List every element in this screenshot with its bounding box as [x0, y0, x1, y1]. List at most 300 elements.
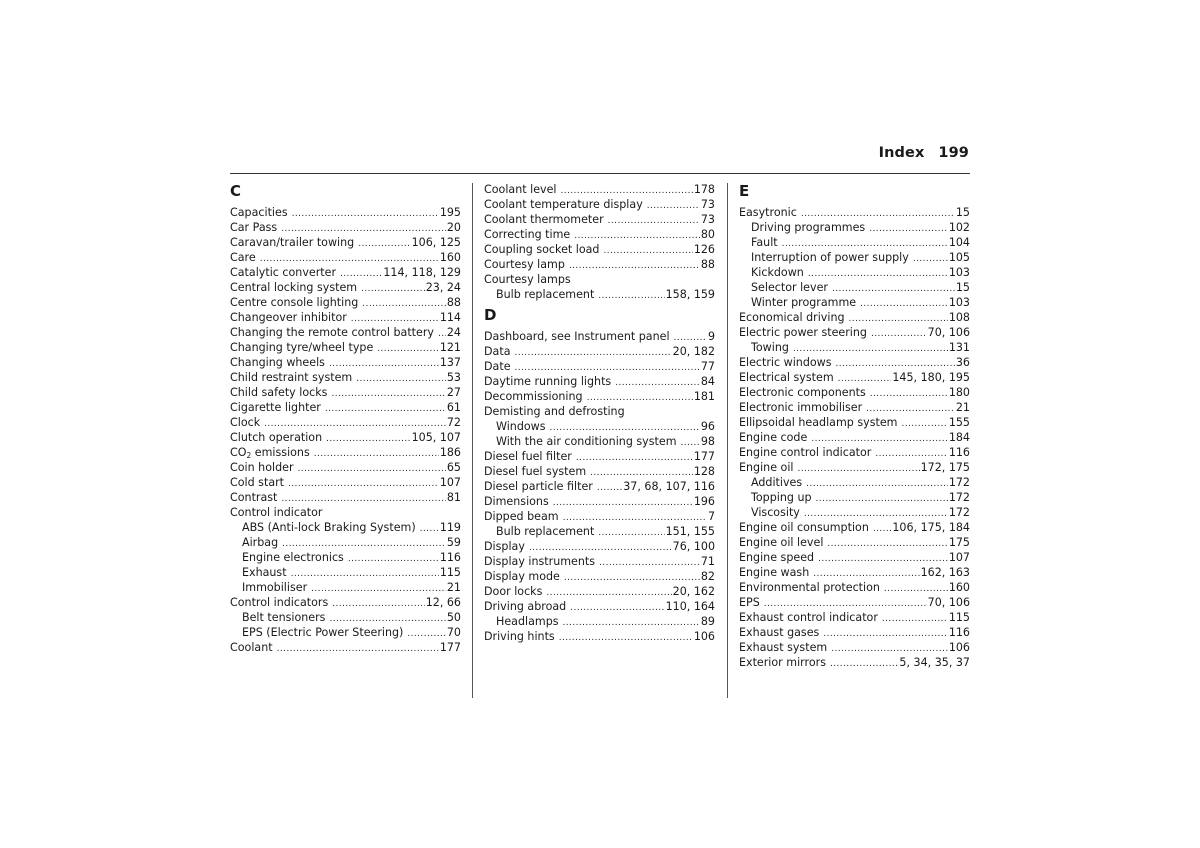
entry-label: Display	[484, 540, 525, 553]
entry-page-numbers: 76, 100	[672, 540, 715, 553]
entry-label: Diesel particle filter	[484, 480, 593, 493]
entry-page-numbers: 12, 66	[425, 596, 461, 609]
index-entry	[739, 535, 970, 550]
entry-label: Date	[484, 360, 511, 373]
entry-page-numbers: 181	[693, 390, 715, 403]
index-entry	[230, 265, 461, 280]
index-entry	[484, 197, 715, 212]
index-entry	[739, 565, 970, 580]
entry-label-subscript: 2	[246, 451, 252, 460]
dot-leader	[326, 432, 410, 447]
entry-page-numbers: 15	[955, 281, 970, 294]
entry-label: Changing tyre/wheel type	[230, 341, 374, 354]
entry-label: With the air conditioning system	[496, 435, 677, 448]
entry-label: Topping up	[751, 491, 812, 504]
entry-page-numbers: 37, 68, 107, 116	[623, 480, 715, 493]
index-entry	[484, 257, 715, 272]
entry-page-numbers: 9	[707, 330, 715, 343]
entry-page-numbers: 177	[439, 641, 461, 654]
dot-leader	[882, 612, 948, 627]
index-entry	[739, 580, 970, 595]
index-entry	[230, 475, 461, 490]
entry-page-numbers: 24	[446, 326, 461, 339]
dot-leader	[288, 477, 439, 492]
entry-label: Airbag	[242, 536, 279, 549]
index-entry	[739, 460, 970, 475]
page-number: 199	[938, 145, 969, 161]
index-entry	[484, 374, 715, 389]
entry-page-numbers: 115	[948, 611, 970, 624]
index-entry	[484, 494, 715, 509]
index-entry	[484, 329, 715, 344]
dot-leader	[559, 631, 693, 646]
entry-page-numbers: 88	[446, 296, 461, 309]
entry-page-numbers: 103	[948, 266, 970, 279]
index-subentry	[484, 419, 715, 434]
entry-page-numbers: 70, 106	[927, 596, 970, 609]
entry-label: Daytime running lights	[484, 375, 612, 388]
dot-leader	[314, 447, 439, 462]
page-header	[879, 145, 969, 161]
index-entry	[230, 385, 461, 400]
index-entry	[230, 325, 461, 340]
entry-label: Windows	[496, 420, 546, 433]
index-entry	[739, 400, 970, 415]
entry-label: Diesel fuel system	[484, 465, 587, 478]
dot-leader	[806, 477, 948, 492]
entry-page-numbers: 36	[955, 356, 970, 369]
entry-label: Kickdown	[751, 266, 804, 279]
index-subentry	[739, 295, 970, 310]
entry-label: Interruption of power supply	[751, 251, 909, 264]
entry-page-numbers: 196	[693, 495, 715, 508]
entry-label: Display mode	[484, 570, 560, 583]
dot-leader	[870, 387, 948, 402]
index-entry	[230, 205, 461, 220]
dot-leader	[860, 297, 948, 312]
index-entry	[739, 370, 970, 385]
entry-label: Clock	[230, 416, 261, 429]
entry-label: Child safety locks	[230, 386, 328, 399]
index-subentry	[230, 625, 461, 640]
entry-label: Caravan/trailer towing	[230, 236, 355, 249]
entry-page-numbers: 50	[446, 611, 461, 624]
entry-label: Coupling socket load	[484, 243, 600, 256]
entry-label: Child restraint system	[230, 371, 353, 384]
index-entry	[230, 445, 461, 460]
index-entry	[230, 490, 461, 505]
entry-page-numbers: 172, 175	[920, 461, 970, 474]
entry-label: Electric windows	[739, 356, 832, 369]
entry-label: Electronic immobiliser	[739, 401, 863, 414]
dot-leader	[873, 522, 892, 537]
index-entry	[484, 242, 715, 257]
entry-page-numbers: 158, 159	[665, 288, 715, 301]
dot-leader	[332, 597, 424, 612]
entry-page-numbers: 160	[439, 251, 461, 264]
entry-page-numbers: 5, 34, 35, 37	[899, 656, 970, 669]
dot-leader	[358, 237, 410, 252]
dot-leader	[420, 522, 439, 537]
entry-page-numbers: 116	[948, 446, 970, 459]
section-title: Index	[878, 145, 925, 161]
index-entry	[484, 554, 715, 569]
index-entry	[230, 250, 461, 265]
entry-label: Car Pass	[230, 221, 278, 234]
index-entry	[230, 415, 461, 430]
entry-page-numbers: 162, 163	[920, 566, 970, 579]
index-entry	[739, 625, 970, 640]
entry-label: Dashboard, see Instrument panel	[484, 330, 670, 343]
entry-page-numbers: 107	[439, 476, 461, 489]
entry-label: Coolant thermometer	[484, 213, 604, 226]
entry-page-numbers: 21	[955, 401, 970, 414]
entry-label: Centre console lighting	[230, 296, 359, 309]
entry-page-numbers: 98	[700, 435, 715, 448]
entry-label: Viscosity	[751, 506, 800, 519]
entry-page-numbers: 177	[693, 450, 715, 463]
index-entry	[484, 182, 715, 197]
entry-label: Exhaust control indicator	[739, 611, 878, 624]
index-entry	[230, 310, 461, 325]
index-entry	[484, 449, 715, 464]
entry-label: Data	[484, 345, 511, 358]
entry-page-numbers: 105	[948, 251, 970, 264]
index-entry	[739, 385, 970, 400]
entry-label: Changing wheels	[230, 356, 325, 369]
dot-leader	[569, 259, 700, 274]
entry-label: Coolant level	[484, 183, 557, 196]
entry-page-numbers: 121	[439, 341, 461, 354]
index-entry	[739, 355, 970, 370]
entry-label: Cold start	[230, 476, 285, 489]
index-subentry	[230, 565, 461, 580]
entry-label: Control indicator	[230, 506, 323, 519]
entry-label: Display instruments	[484, 555, 596, 568]
index-subentry	[230, 520, 461, 535]
index-entry	[739, 205, 970, 220]
entry-page-numbers: 172	[948, 491, 970, 504]
dot-leader	[291, 567, 439, 582]
entry-page-numbers: 70	[446, 626, 461, 639]
index-entry	[230, 340, 461, 355]
dot-leader	[362, 297, 446, 312]
dot-leader	[798, 462, 920, 477]
entry-page-numbers: 59	[446, 536, 461, 549]
index-entry	[230, 595, 461, 610]
entry-label: Catalytic converter	[230, 266, 337, 279]
index-entry	[484, 212, 715, 227]
index-entry	[230, 295, 461, 310]
entry-label: Coolant temperature display	[484, 198, 643, 211]
index-entry	[484, 389, 715, 404]
entry-page-numbers: 151, 155	[665, 525, 715, 538]
entry-page-numbers: 155	[948, 416, 970, 429]
dot-leader	[830, 657, 898, 672]
entry-label: Driving abroad	[484, 600, 567, 613]
dot-leader	[576, 451, 693, 466]
entry-page-numbers: 180	[948, 386, 970, 399]
entry-page-numbers: 102	[948, 221, 970, 234]
index-entry	[484, 629, 715, 644]
entry-label: Easytronic	[739, 206, 797, 219]
index-entry	[484, 599, 715, 614]
index-subentry	[739, 340, 970, 355]
entry-label: Courtesy lamps	[484, 273, 571, 286]
index-entry	[739, 445, 970, 460]
entry-label: Headlamps	[496, 615, 559, 628]
index-subentry	[739, 265, 970, 280]
index-entry	[484, 584, 715, 599]
entry-label: Central locking system	[230, 281, 358, 294]
index-entry	[739, 520, 970, 535]
entry-page-numbers: 70, 106	[927, 326, 970, 339]
entry-label: Immobiliser	[242, 581, 308, 594]
entry-label: Demisting and defrosting	[484, 405, 625, 418]
entry-label-main: CO	[230, 446, 247, 459]
dot-leader	[603, 244, 692, 259]
entry-page-numbers: 73	[700, 198, 715, 211]
entry-page-numbers: 172	[948, 506, 970, 519]
index-subentry	[230, 610, 461, 625]
index-subentry	[230, 535, 461, 550]
index-entry	[230, 355, 461, 370]
index-column-1	[230, 182, 461, 655]
entry-label: Electrical system	[739, 371, 834, 384]
entry-label: Dimensions	[484, 495, 549, 508]
index-entry	[230, 430, 461, 445]
entry-page-numbers: 20	[446, 221, 461, 234]
index-entry	[739, 310, 970, 325]
entry-label: Changeover inhibitor	[230, 311, 347, 324]
index-subentry	[739, 280, 970, 295]
index-entry	[230, 505, 461, 520]
entry-label: Winter programme	[751, 296, 857, 309]
entry-label: Care	[230, 251, 256, 264]
entry-label: Decommissioning	[484, 390, 583, 403]
entry-page-numbers: 107	[948, 551, 970, 564]
entry-page-numbers: 160	[948, 581, 970, 594]
entry-page-numbers: 106	[693, 630, 715, 643]
index-subentry	[484, 614, 715, 629]
index-entry	[230, 370, 461, 385]
entry-label: Exhaust	[242, 566, 287, 579]
entry-page-numbers: 71	[700, 555, 715, 568]
entry-page-numbers: 128	[693, 465, 715, 478]
index-entry	[739, 640, 970, 655]
index-subentry	[739, 490, 970, 505]
dot-leader	[808, 267, 948, 282]
header-rule	[230, 173, 970, 174]
dot-leader	[598, 526, 664, 541]
entry-page-numbers: 137	[439, 356, 461, 369]
dot-leader	[901, 417, 947, 432]
entry-page-numbers: 21	[446, 581, 461, 594]
dot-leader	[331, 387, 445, 402]
index-entry	[739, 550, 970, 565]
entry-label-rest: emissions	[251, 446, 310, 459]
dot-leader	[361, 282, 425, 297]
entry-label: Engine oil	[739, 461, 794, 474]
entry-page-numbers: 186	[439, 446, 461, 459]
dot-leader	[913, 252, 948, 267]
entry-label: Coin holder	[230, 461, 294, 474]
dot-leader	[816, 492, 948, 507]
entry-label: Economical driving	[739, 311, 845, 324]
index-entry	[739, 415, 970, 430]
dot-leader	[377, 342, 439, 357]
index-entry	[484, 509, 715, 524]
entry-page-numbers: 20, 182	[672, 345, 715, 358]
entry-page-numbers: 195	[439, 206, 461, 219]
dot-leader	[615, 376, 700, 391]
entry-label: Driving programmes	[751, 221, 866, 234]
index-entry	[484, 404, 715, 419]
entry-page-numbers: 119	[439, 521, 461, 534]
entry-page-numbers: 80	[700, 228, 715, 241]
dot-leader	[599, 556, 700, 571]
index-subentry	[484, 287, 715, 302]
entry-page-numbers: 20, 162	[672, 585, 715, 598]
entry-page-numbers: 184	[948, 431, 970, 444]
index-entry	[739, 430, 970, 445]
dot-leader	[298, 462, 446, 477]
entry-label: Additives	[751, 476, 803, 489]
dot-leader	[325, 402, 446, 417]
entry-page-numbers: 175	[948, 536, 970, 549]
index-entry	[484, 344, 715, 359]
entry-page-numbers: 114, 118, 129	[383, 266, 461, 279]
entry-page-numbers: 15	[955, 206, 970, 219]
entry-label: Exhaust gases	[739, 626, 820, 639]
entry-page-numbers: 89	[700, 615, 715, 628]
entry-page-numbers: 126	[693, 243, 715, 256]
dot-leader	[292, 207, 439, 222]
dot-leader	[553, 496, 693, 511]
entry-label: Electronic components	[739, 386, 866, 399]
entry-page-numbers: 116	[439, 551, 461, 564]
entry-page-numbers: 73	[700, 213, 715, 226]
entry-label: Environmental protection	[739, 581, 880, 594]
index-entry	[484, 539, 715, 554]
index-entry	[230, 220, 461, 235]
dot-leader	[827, 537, 947, 552]
dot-leader	[869, 222, 948, 237]
index-entry	[739, 325, 970, 340]
entry-page-numbers: 7	[707, 510, 715, 523]
entry-label: Courtesy lamp	[484, 258, 565, 271]
index-subentry	[739, 220, 970, 235]
entry-label: Engine oil level	[739, 536, 824, 549]
entry-page-numbers: 106, 125	[411, 236, 461, 249]
entry-page-numbers: 106	[948, 641, 970, 654]
entry-page-numbers: 65	[446, 461, 461, 474]
index-subentry	[230, 580, 461, 595]
entry-page-numbers: 27	[446, 386, 461, 399]
entry-label: Engine oil consumption	[739, 521, 869, 534]
index-entry	[739, 655, 970, 670]
index-subentry	[739, 250, 970, 265]
entry-page-numbers: 23, 24	[425, 281, 461, 294]
entry-label: ABS (Anti-lock Braking System)	[242, 521, 416, 534]
entry-page-numbers: 106, 175, 184	[892, 521, 970, 534]
entry-page-numbers: 72	[446, 416, 461, 429]
index-entry	[230, 460, 461, 475]
entry-label: Selector lever	[751, 281, 828, 294]
entry-label: Exterior mirrors	[739, 656, 826, 669]
entry-label: Clutch operation	[230, 431, 323, 444]
index-entry	[230, 280, 461, 295]
entry-page-numbers: 145, 180, 195	[892, 371, 970, 384]
entry-page-numbers: 96	[700, 420, 715, 433]
entry-label: EPS	[739, 596, 760, 609]
index-entry	[484, 569, 715, 584]
dot-leader	[871, 327, 927, 342]
index-entry	[484, 227, 715, 242]
dot-leader	[570, 601, 664, 616]
index-entry	[739, 610, 970, 625]
dot-leader	[597, 481, 622, 496]
index-subentry	[739, 505, 970, 520]
dot-leader	[608, 214, 700, 229]
entry-page-numbers: 84	[700, 375, 715, 388]
dot-leader	[598, 289, 664, 304]
dot-leader	[563, 616, 700, 631]
entry-label: Engine code	[739, 431, 808, 444]
entry-page-numbers: 103	[948, 296, 970, 309]
entry-label: Contrast	[230, 491, 278, 504]
entry-page-numbers: 53	[446, 371, 461, 384]
entry-label: Capacities	[230, 206, 288, 219]
entry-page-numbers: 104	[948, 236, 970, 249]
index-entry	[230, 235, 461, 250]
entry-label: Changing the remote control battery	[230, 326, 434, 339]
entry-label: Driving hints	[484, 630, 555, 643]
index-letter-heading: C	[230, 182, 242, 200]
entry-page-numbers: 61	[446, 401, 461, 414]
entry-label: Engine electronics	[242, 551, 344, 564]
entry-label: Bulb replacement	[496, 525, 595, 538]
entry-page-numbers: 114	[439, 311, 461, 324]
entry-page-numbers: 115	[439, 566, 461, 579]
entry-label: Cigarette lighter	[230, 401, 321, 414]
dot-leader	[515, 346, 672, 361]
entry-page-numbers: 116	[948, 626, 970, 639]
index-entry	[739, 595, 970, 610]
dot-leader	[356, 372, 446, 387]
dot-leader	[823, 627, 947, 642]
entry-label: Fault	[751, 236, 778, 249]
dot-leader	[348, 552, 439, 567]
entry-page-numbers: 88	[700, 258, 715, 271]
index-column-3	[739, 182, 970, 670]
column-divider	[727, 183, 728, 698]
entry-label: Exhaust system	[739, 641, 828, 654]
index-entry	[484, 479, 715, 494]
index-subentry	[739, 475, 970, 490]
index-subentry	[739, 235, 970, 250]
entry-label: EPS (Electric Power Steering)	[242, 626, 404, 639]
entry-label: Electric power steering	[739, 326, 867, 339]
entry-page-numbers: 82	[700, 570, 715, 583]
entry-label: Diesel fuel filter	[484, 450, 572, 463]
index-letter-heading: E	[739, 182, 750, 200]
dot-leader	[277, 642, 439, 657]
entry-label: Control indicators	[230, 596, 329, 609]
entry-page-numbers: 81	[446, 491, 461, 504]
entry-label: Door locks	[484, 585, 543, 598]
index-subentry	[484, 524, 715, 539]
